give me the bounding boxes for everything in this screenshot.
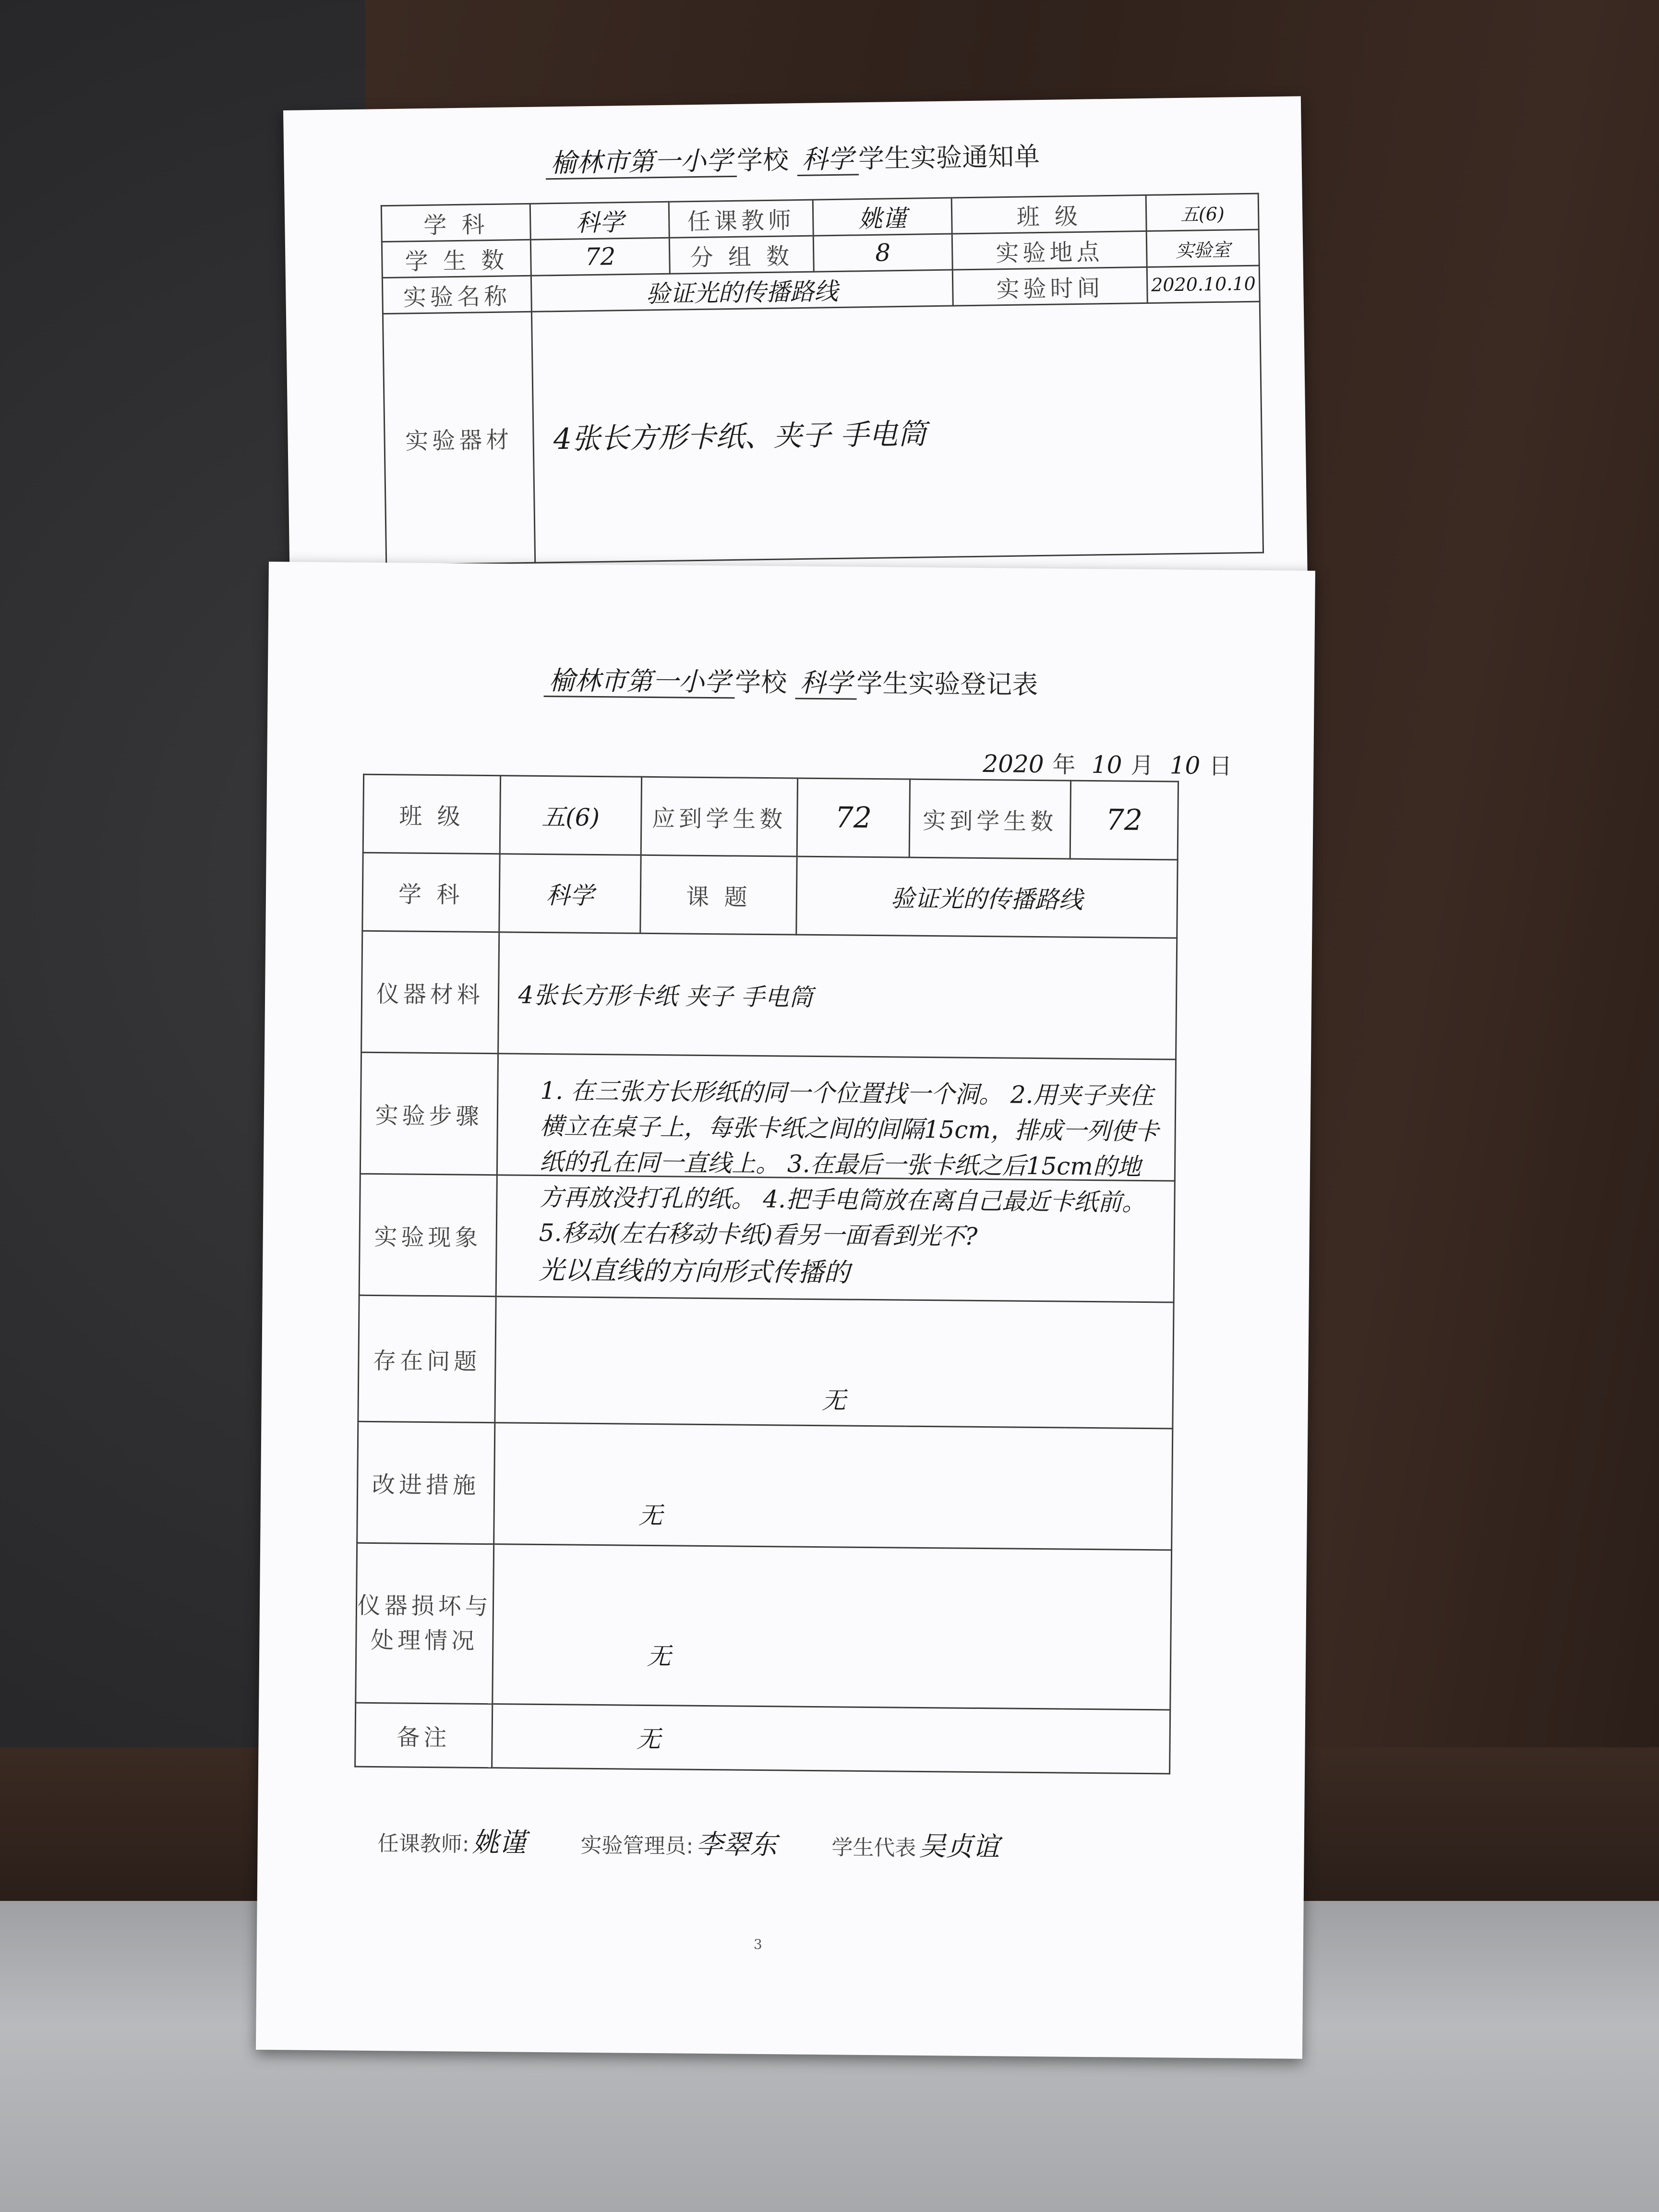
date-month-unit: 月 xyxy=(1130,752,1154,780)
value-improve: 无 xyxy=(493,1423,1173,1550)
page-number: 3 xyxy=(753,1936,762,1953)
register-row xyxy=(357,1421,1173,1550)
label-steps: 实验步骤 xyxy=(360,1052,498,1175)
date-month: 10 xyxy=(1091,750,1122,779)
date-day: 10 xyxy=(1169,751,1201,780)
register-title xyxy=(268,658,1315,704)
register-row xyxy=(356,1543,1172,1710)
register-school-name: 榆林市第一小学 xyxy=(544,665,735,698)
admin-label: 实验管理员: xyxy=(580,1833,694,1859)
label-location: 实验地点 xyxy=(952,231,1147,270)
notice-title-text: 学生实验通知单 xyxy=(858,141,1040,174)
value-materials: 4张长方形卡纸、夹子 手电筒 xyxy=(532,301,1263,563)
admin-signature: 李翠东 xyxy=(696,1828,777,1861)
label-actual-students: 实到学生数 xyxy=(909,779,1070,859)
register-row xyxy=(358,1295,1174,1429)
value-groups: 8 xyxy=(813,234,952,272)
value-subject: 科学 xyxy=(530,202,669,240)
value-subject: 科学 xyxy=(499,854,641,934)
date-day-unit: 日 xyxy=(1209,753,1232,780)
notice-subject: 科学 xyxy=(797,144,859,176)
value-problems: 无 xyxy=(494,1297,1174,1429)
label-groups: 分 组 数 xyxy=(670,236,814,274)
student-label: 学生代表 xyxy=(831,1835,916,1861)
notice-school-name: 榆林市第一小学 xyxy=(546,145,737,180)
label-instruments: 仪器材料 xyxy=(361,931,499,1053)
value-remarks: 无 xyxy=(492,1704,1170,1774)
value-expected-students: 72 xyxy=(797,778,910,857)
student-signature: 吴贞谊 xyxy=(919,1830,1000,1863)
label-experiment-time: 实验时间 xyxy=(952,267,1148,306)
label-problems: 存在问题 xyxy=(358,1295,496,1422)
label-materials: 实验器材 xyxy=(383,312,535,565)
steps-handwriting xyxy=(539,1073,1165,1293)
label-subject: 学 科 xyxy=(362,853,500,932)
register-date xyxy=(974,745,1232,781)
label-phenomenon: 实验现象 xyxy=(359,1174,497,1296)
value-location: 实验室 xyxy=(1147,229,1260,267)
experiment-register-sheet xyxy=(256,562,1315,2059)
label-class: 班 级 xyxy=(951,195,1147,234)
date-year-unit: 年 xyxy=(1052,751,1076,779)
teacher-label: 任课教师: xyxy=(377,1831,469,1857)
label-topic: 课 题 xyxy=(640,855,797,935)
label-expected-students: 应到学生数 xyxy=(641,777,797,856)
steps-text: 1. 在三张方长形纸的同一个位置找一个洞。 2.用夹子夹住横立在桌子上，每张卡纸之间的间隔15cm，排成一列使卡纸的孔在同一直线上。 3.在最后一张卡纸之后15cm的地方再放没打孔的纸。 4.把手电筒放在离自己最近卡纸前。 5.移动(左右移动卡纸)看另一面看到光不? xyxy=(539,1076,1159,1250)
notice-table xyxy=(381,193,1264,565)
label-subject: 学 科 xyxy=(381,204,530,241)
phenomenon-text: 光以直线的方向形式传播的 xyxy=(538,1254,850,1288)
register-school-suffix: 学校 xyxy=(734,667,787,698)
value-actual-students: 72 xyxy=(1070,781,1178,860)
value-experiment-name: 验证光的传播路线 xyxy=(531,270,953,312)
notice-school-suffix: 学校 xyxy=(736,144,789,176)
label-experiment-name: 实验名称 xyxy=(382,276,531,313)
signatures xyxy=(377,1820,1194,1866)
register-title-text: 学生实验登记表 xyxy=(856,668,1038,700)
value-damage: 无 xyxy=(492,1544,1171,1710)
label-class: 班 级 xyxy=(363,774,500,854)
register-row xyxy=(363,774,1178,860)
value-topic: 验证光的传播路线 xyxy=(796,856,1178,938)
value-class: 五(6) xyxy=(500,776,642,855)
value-class: 五(6) xyxy=(1146,193,1259,231)
experiment-notice-sheet xyxy=(283,96,1308,600)
label-remarks: 备注 xyxy=(355,1703,493,1767)
value-experiment-time: 2020.10.10 xyxy=(1147,265,1260,303)
value-teacher: 姚谨 xyxy=(813,198,952,236)
notice-row xyxy=(383,301,1263,565)
label-improve: 改进措施 xyxy=(357,1421,495,1544)
register-subject: 科学 xyxy=(795,668,857,700)
label-teacher: 任课教师 xyxy=(669,200,813,238)
label-damage: 仪器损坏与处理情况 xyxy=(356,1543,493,1704)
notice-title xyxy=(284,132,1302,183)
date-year: 2020 xyxy=(983,749,1044,779)
register-row xyxy=(355,1703,1170,1774)
value-students: 72 xyxy=(531,238,670,276)
label-students: 学 生 数 xyxy=(382,240,531,277)
teacher-signature: 姚谨 xyxy=(472,1827,526,1859)
register-row xyxy=(361,931,1177,1059)
register-row xyxy=(362,853,1178,938)
value-instruments: 4张长方形卡纸 夹子 手电筒 xyxy=(498,932,1177,1059)
